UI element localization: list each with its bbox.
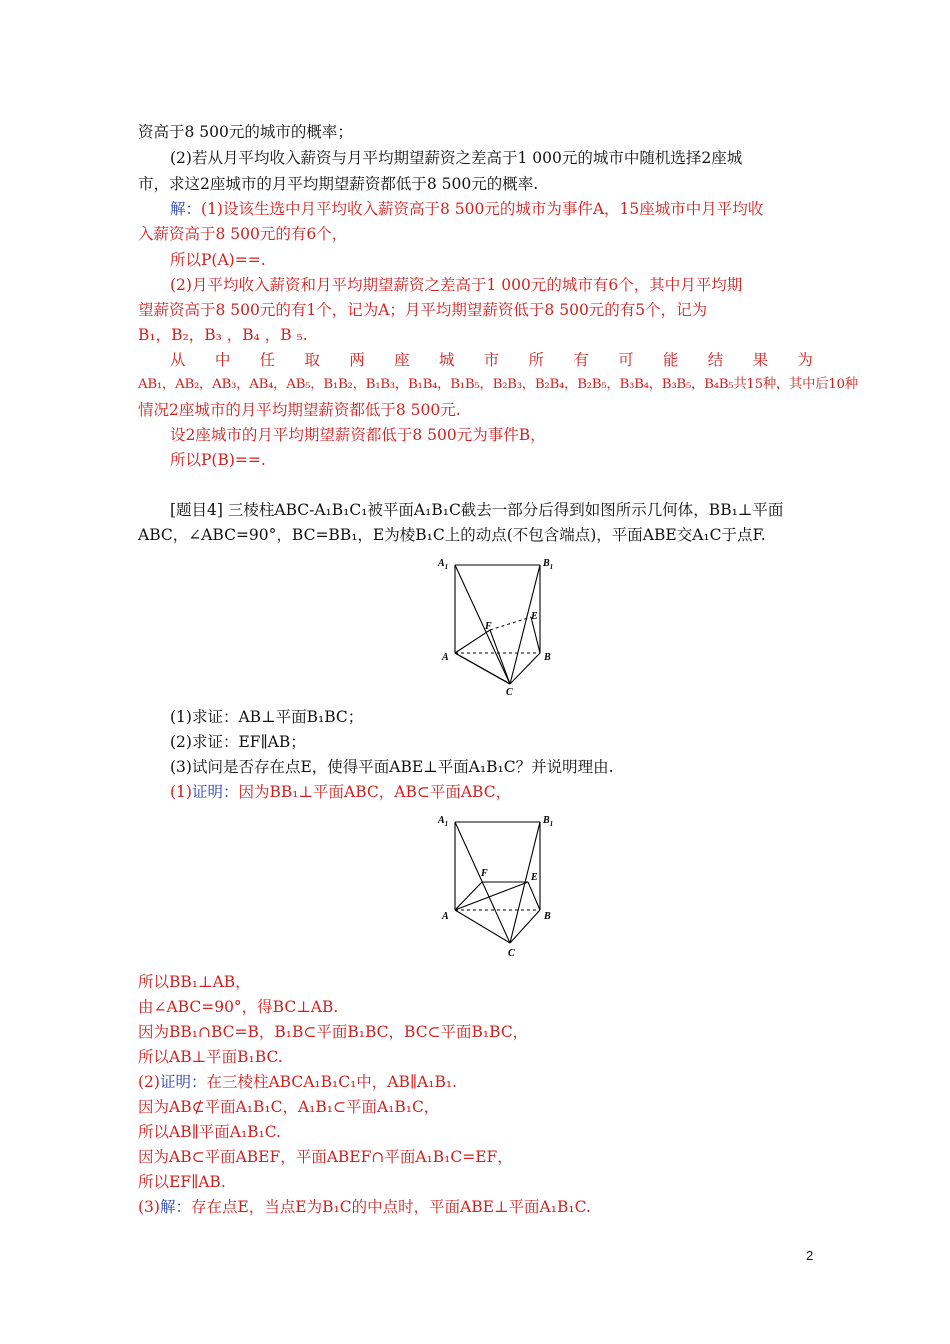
label-A1: $A_1$ [438, 815, 449, 828]
solution-2-line8: 所以P(B)==. [170, 451, 266, 469]
label-F: F [485, 621, 492, 632]
label-A1: $A_1$ [438, 558, 449, 571]
solution-2-line7: 设2座城市的月平均期望薪资都低于8 500元为事件B， [170, 426, 546, 444]
proof-1-line2: 所以BB₁⊥AB， [138, 973, 251, 991]
label-E: E [531, 872, 538, 883]
proof-2-line2: 因为AB⊄平面A₁B₁C，A₁B₁⊂平面A₁B₁C， [138, 1098, 440, 1116]
label-A: A [442, 652, 449, 663]
proof-label: 证明： [191, 783, 239, 801]
solution-2-line4 [170, 350, 813, 370]
solution-1-line3: 所以P(A)==. [170, 251, 266, 269]
proof-1-line4: 因为BB₁∩BC=B，B₁B⊂平面B₁BC，BC⊂平面B₁BC， [138, 1023, 529, 1041]
solution-2-line3: B₁，B₂，B₃ ，B₄ ，B ₅. [138, 326, 308, 344]
solution-text: 存在点E，当点E为B₁C的中点时，平面ABE⊥平面A₁B₁C. [190, 1198, 591, 1216]
label-E: E [531, 611, 538, 622]
question-2-line1: (2)若从月平均收入薪资与月平均期望薪资之差高于1 000元的城市中随机选择2座城 [170, 149, 743, 167]
page-number: 2 [806, 1248, 814, 1263]
question-1: (1)求证：AB⊥平面B₁BC； [170, 708, 364, 726]
label-F: F [481, 868, 488, 879]
part-number: (1) [170, 783, 192, 801]
solution-3-line1 [138, 1197, 591, 1217]
part-number: (3) [138, 1198, 160, 1216]
label-B1: $B_1$ [543, 558, 554, 571]
proof-text: 在三棱柱ABCA₁B₁C₁中，AB∥A₁B₁. [206, 1073, 457, 1091]
question-2: (2)求证：EF∥AB； [170, 733, 306, 751]
label-A: A [442, 911, 449, 922]
char: 所 [528, 351, 545, 369]
label-C: C [508, 948, 515, 959]
char: 结 [707, 351, 724, 369]
question-2-line2: 市，求这2座城市的月平均期望薪资都低于8 500元的概率. [138, 175, 539, 193]
char: 有 [573, 351, 589, 369]
char: 能 [662, 351, 679, 369]
solution-label: 解： [170, 200, 202, 218]
label-B1: $B_1$ [543, 815, 554, 828]
question-3: (3)试问是否存在点E，使得平面ABE⊥平面A₁B₁C？并说明理由. [170, 758, 614, 776]
solution-1-line2: 入薪资高于8 500元的有6个， [138, 225, 348, 243]
char: 城 [438, 351, 455, 369]
char: 从 [170, 351, 186, 369]
proof-2-line3: 所以AB∥平面A₁B₁C. [138, 1123, 281, 1141]
char: 两 [349, 351, 365, 369]
solution-1-line1 [170, 199, 763, 219]
proof-2-line1 [138, 1072, 457, 1092]
proof-text: 因为BB₁⊥平面ABC，AB⊂平面ABC， [238, 783, 512, 801]
label-B: B [544, 652, 551, 663]
char: 市 [483, 351, 500, 369]
solution-label: 解： [159, 1198, 191, 1216]
problem-4-line2: ABC，∠ABC=90°，BC=BB₁，E为棱B₁C上的动点(不包含端点)，平面ABE交A₁C于点F. [138, 526, 766, 544]
char: 为 [797, 351, 813, 369]
solution-2-line2: 望薪资高于8 500元的有1个，记为A；月平均期望薪资低于8 500元的有5个，记为 [138, 301, 708, 319]
proof-1-line5: 所以AB⊥平面B₁BC. [138, 1048, 283, 1066]
proof-2-line5: 所以EF∥AB. [138, 1173, 226, 1191]
char: 任 [259, 351, 276, 369]
solution-text: (1)设该生选中月平均收入薪资高于8 500元的城市为事件A，15座城市中月平均收 [201, 200, 764, 218]
proof-label: 证明： [159, 1073, 207, 1091]
solution-2-line1: (2)月平均收入薪资和月平均期望薪资之差高于1 000元的城市有6个，其中月平均期 [170, 276, 743, 294]
label-B: B [544, 911, 551, 922]
text-line: 资高于8 500元的城市的概率； [138, 123, 353, 141]
part-number: (2) [138, 1073, 160, 1091]
figure-2-prism [435, 810, 565, 960]
proof-2-line4: 因为AB⊂平面ABEF，平面ABEF∩平面A₁B₁C=EF， [138, 1148, 513, 1166]
figure-1-prism [435, 553, 565, 698]
char: 果 [752, 351, 769, 369]
solution-2-line6: 情况2座城市的月平均期望薪资都低于8 500元. [138, 401, 461, 419]
char: 取 [304, 351, 320, 369]
char: 可 [618, 351, 634, 369]
problem-4-line1: [题目4] 三棱柱ABC-A₁B₁C₁被平面A₁B₁C截去一部分后得到如图所示几何体，BB₁⊥平面 [170, 501, 784, 519]
solution-2-line5: AB₁，AB₂，AB₃，AB₄，AB₅，B₁B₂，B₁B₃，B₁B₄，B₁B₅，B₂B₃，B₂B₄，B₂B₅，B₃B₄，B₃B₅，B₄B₅共15种，其中后10种 [138, 377, 858, 392]
label-C: C [506, 687, 513, 698]
char: 中 [214, 351, 231, 369]
proof-1-line1 [170, 782, 511, 802]
char: 座 [394, 351, 410, 369]
proof-1-line3: 由∠ABC=90°，得BC⊥AB. [138, 998, 339, 1016]
